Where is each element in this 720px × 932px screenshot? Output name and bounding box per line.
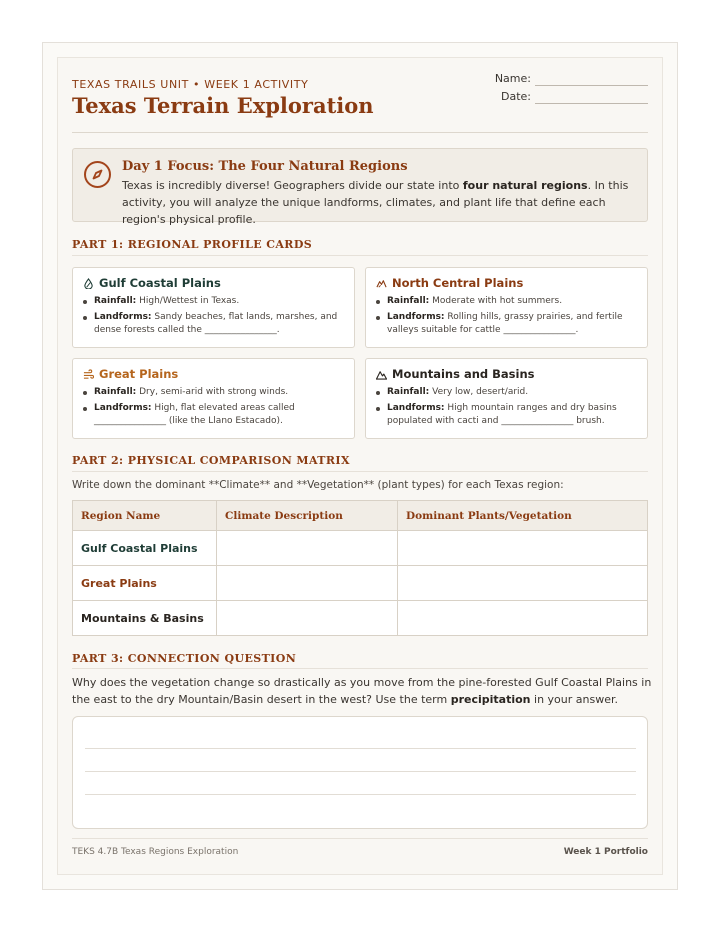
part2-divider — [72, 471, 648, 472]
unit-label: TEXAS TRAILS UNIT • WEEK 1 ACTIVITY — [72, 78, 309, 91]
column-header: Dominant Plants/Vegetation — [398, 501, 648, 531]
rainfall-item: Rainfall: Moderate with hot summers. — [374, 295, 636, 308]
answer-line — [85, 794, 636, 795]
answer-line — [85, 771, 636, 772]
wind-icon — [83, 369, 94, 380]
part1-heading: PART 1: REGIONAL PROFILE CARDS — [72, 238, 313, 251]
vegetation-cell[interactable] — [398, 601, 648, 636]
card-title: Gulf Coastal Plains — [83, 276, 221, 290]
footer-divider — [72, 838, 648, 839]
leaf-drop-icon — [83, 278, 94, 289]
card-title: Mountains and Basins — [376, 367, 534, 381]
landforms-item: Landforms: Sandy beaches, flat lands, marshes, and dense forests called the ________________. — [81, 311, 343, 337]
compass-icon — [84, 161, 111, 188]
footer-portfolio: Week 1 Portfolio — [563, 847, 648, 857]
part3-divider — [72, 668, 648, 669]
answer-box[interactable] — [72, 716, 648, 829]
column-header: Region Name — [73, 501, 217, 531]
mountain-icon — [376, 369, 387, 380]
region-name-cell: Great Plains — [73, 566, 217, 601]
comparison-matrix — [72, 500, 648, 636]
table-row — [73, 566, 648, 601]
page-title: Texas Terrain Exploration — [72, 93, 374, 118]
vegetation-cell[interactable] — [398, 566, 648, 601]
landforms-item: Landforms: High, flat elevated areas called ________________ (like the Llano Estacado). — [81, 402, 343, 428]
hills-icon — [376, 278, 387, 289]
focus-text: Texas is incredibly diverse! Geographers divide our state into four natural regions. In this activity, you will analyze the unique landforms, climates, and plant life that define each region's physical profile. — [122, 179, 629, 226]
card-title: Great Plains — [83, 367, 178, 381]
rainfall-item: Rainfall: Very low, desert/arid. — [374, 386, 636, 399]
header-divider — [72, 132, 648, 133]
climate-cell[interactable] — [217, 566, 398, 601]
region-card-north-central — [365, 267, 648, 348]
landforms-item: Landforms: Rolling hills, grassy prairies, and fertile valleys suitable for cattle ________________. — [374, 311, 636, 337]
region-name-cell: Gulf Coastal Plains — [73, 531, 217, 566]
name-field[interactable] — [535, 85, 648, 86]
date-label: Date: — [501, 90, 531, 103]
part2-heading: PART 2: PHYSICAL COMPARISON MATRIX — [72, 454, 350, 467]
card-title: North Central Plains — [376, 276, 523, 290]
region-card-gulf-coastal — [72, 267, 355, 348]
vegetation-cell[interactable] — [398, 531, 648, 566]
date-field[interactable] — [535, 103, 648, 104]
focus-title: Day 1 Focus: The Four Natural Regions — [122, 159, 408, 174]
name-label: Name: — [494, 72, 531, 85]
table-row — [73, 601, 648, 636]
table-row — [73, 531, 648, 566]
part3-heading: PART 3: CONNECTION QUESTION — [72, 652, 297, 665]
rainfall-item: Rainfall: High/Wettest in Texas. — [81, 295, 343, 308]
landforms-item: Landforms: High mountain ranges and dry basins populated with cacti and ________________ brush. — [374, 402, 636, 428]
region-name-cell: Mountains & Basins — [73, 601, 217, 636]
connection-question: Why does the vegetation change so drastically as you move from the pine-forested Gulf Coastal Plains in the east to the dry Mountain/Basin desert in the west? Use the term precipitation in your answer. — [72, 676, 652, 706]
region-card-mountains-basins — [365, 358, 648, 439]
part1-divider — [72, 255, 648, 256]
footer-standard: TEKS 4.7B Texas Regions Exploration — [72, 847, 239, 857]
climate-cell[interactable] — [217, 531, 398, 566]
region-card-great-plains — [72, 358, 355, 439]
matrix-instructions: Write down the dominant **Climate** and **Vegetation** (plant types) for each Texas region: — [72, 479, 564, 491]
rainfall-item: Rainfall: Dry, semi-arid with strong winds. — [81, 386, 343, 399]
climate-cell[interactable] — [217, 601, 398, 636]
column-header: Climate Description — [217, 501, 398, 531]
answer-line — [85, 748, 636, 749]
